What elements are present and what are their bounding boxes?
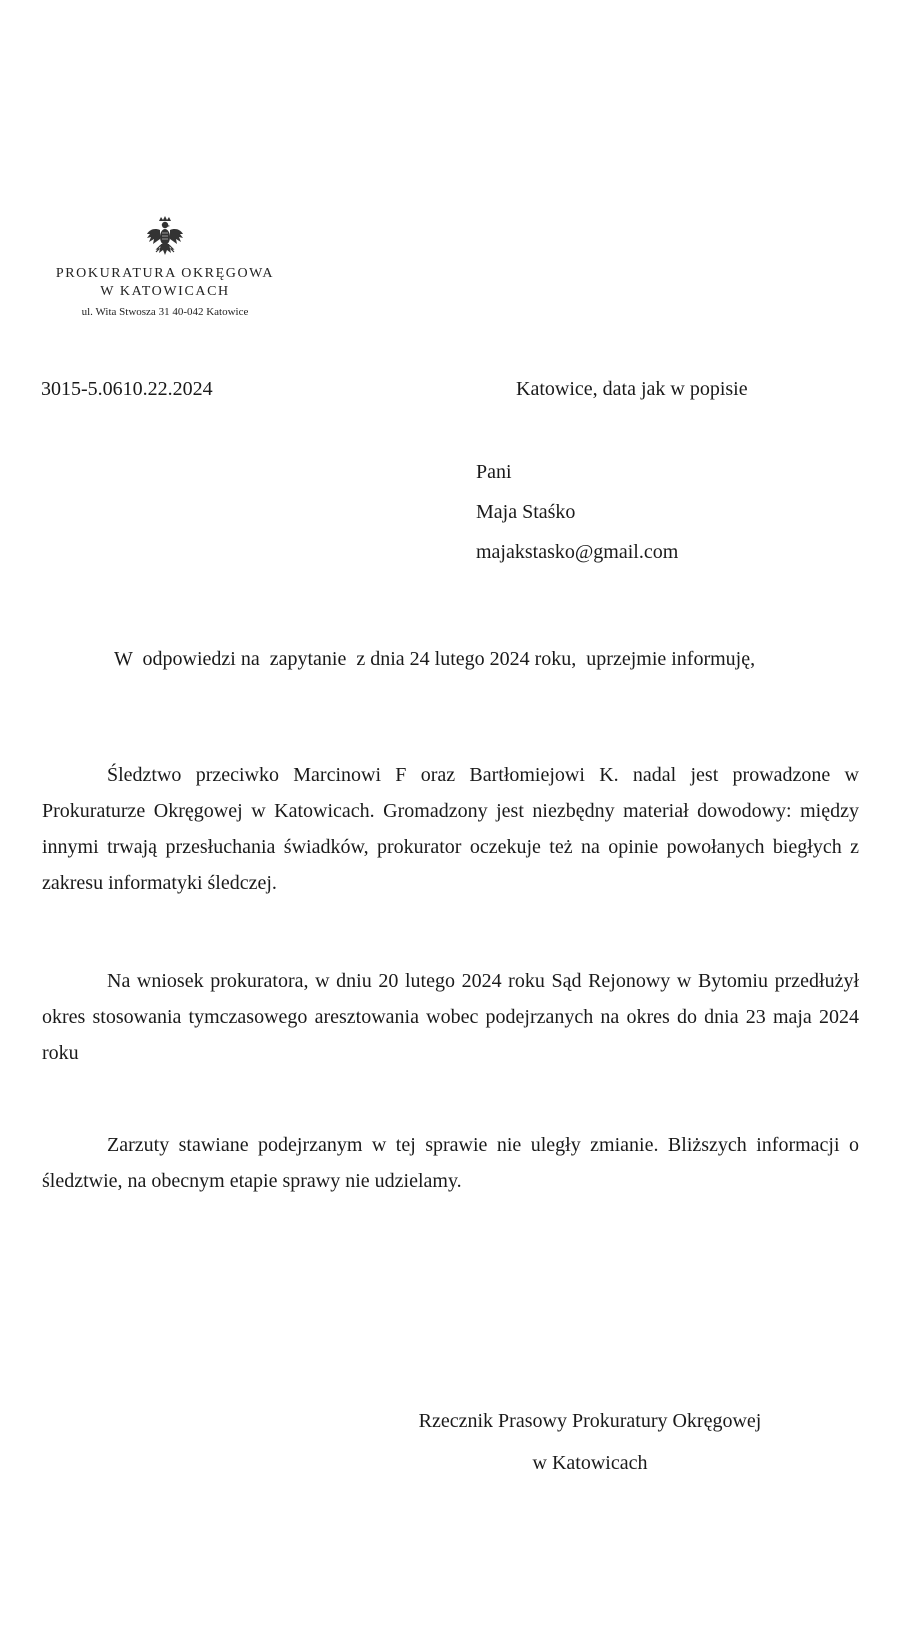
paragraph-detention: Na wniosek prokuratora, w dniu 20 lutego 2024 roku Sąd Rejonowy w Bytomiu przedłużył okres stosowania tymczasowego aresztowania wobec podejrzanych na okres do dnia 23 maja 2024 roku — [42, 970, 859, 1064]
reference-number: 3015-5.0610.22.2024 — [41, 378, 213, 400]
eagle-emblem-icon — [145, 215, 185, 261]
paragraph-investigation: Śledztwo przeciwko Marcinowi F oraz Bartłomiejowi K. nadal jest prowadzone w Prokuraturze Okręgowej w Katowicach. Gromadzony jest niezbędny materiał dowodowy: między innymi trwają przesłuchania świadków, prokurator oczekuje też na opinie powołanych biegłych z zakresu informatyki śledczej. — [42, 764, 859, 894]
addressee-name: Maja Staśko — [476, 501, 576, 523]
addressee-email: majakstasko@gmail.com — [476, 541, 679, 563]
addressee-salutation: Pani — [476, 461, 512, 483]
letterhead — [30, 215, 300, 321]
addressee-block — [476, 452, 678, 572]
signature-line-1: Rzecznik Prasowy Prokuratury Okręgowej — [418, 1410, 762, 1432]
place-date: Katowice, data jak w popisie — [516, 378, 748, 400]
paragraph-charges: Zarzuty stawiane podejrzanym w tej sprawie nie uległy zmianie. Bliższych informacji o śledztwie, na obecnym etapie sprawy nie udzielamy. — [42, 1134, 859, 1192]
signature-block — [380, 1400, 800, 1484]
office-name: PROKURATURA OKRĘGOWA — [55, 266, 275, 281]
signature-line-2: w Katowicach — [532, 1452, 648, 1474]
intro-line: W odpowiedzi na zapytanie z dnia 24 lutego 2024 roku, uprzejmie informuję, — [114, 648, 756, 670]
office-address: ul. Wita Stwosza 31 40-042 Katowice — [81, 306, 249, 318]
office-city: W KATOWICACH — [100, 284, 230, 299]
